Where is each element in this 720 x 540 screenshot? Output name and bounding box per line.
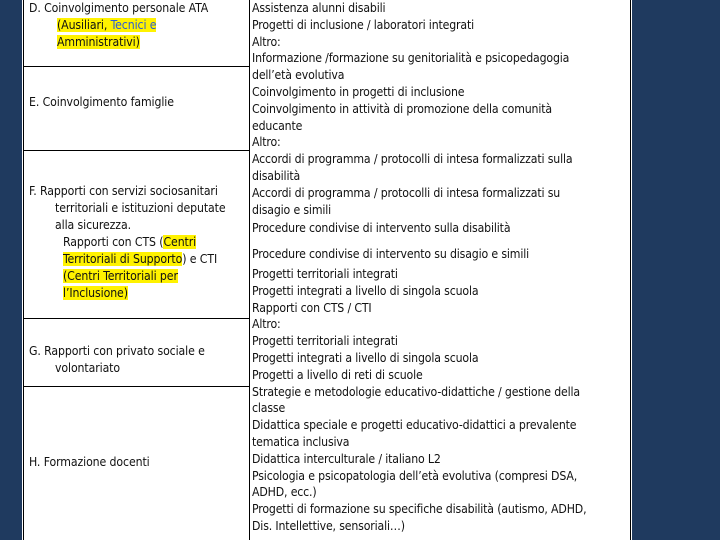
option-line: Progetti integrati a livello di singola scuola — [252, 350, 479, 365]
row-f-line-4b: Centri — [163, 235, 197, 249]
row-divider-e-f — [23, 150, 249, 151]
option-line: disabilità — [252, 168, 301, 183]
option-line: tematica inclusiva — [252, 434, 350, 449]
option-line: Progetti a livello di reti di scuole — [252, 367, 423, 382]
option-line: Altro: — [252, 317, 281, 332]
row-f-line-6-text: (Centri Territoriali per — [63, 269, 178, 283]
option-line: Altro: — [252, 34, 281, 49]
option-line: Coinvolgimento in progetti di inclusione — [252, 84, 465, 99]
option-line: Progetti territoriali integrati — [252, 266, 398, 281]
row-e-label — [23, 94, 249, 111]
row-f-line-4 — [23, 234, 249, 251]
row-d-line-1: D. Coinvolgimento personale ATA — [29, 1, 209, 15]
option-line: ADHD, ecc.) — [252, 485, 317, 500]
option-line: Psicologia e psicopatologia dell’età evolutiva (compresi DSA, — [252, 468, 578, 483]
row-f-line-5b: ) e CTI — [182, 252, 218, 266]
option-line: disagio e simili — [252, 202, 332, 217]
option-line: Dis. Intellettive, sensoriali…) — [252, 518, 405, 533]
option-line: Assistenza alunni disabili — [252, 1, 386, 15]
frame-left — [0, 0, 22, 540]
option-line: classe — [252, 401, 286, 416]
option-line: Progetti di formazione su specifiche disabilità (autismo, ADHD, — [252, 502, 587, 517]
option-line: Altro: — [252, 135, 281, 150]
option-line: Didattica interculturale / italiano L2 — [252, 451, 441, 466]
row-g-line-1: G. Rapporti con privato sociale e — [29, 344, 205, 358]
option-line: Strategie e metodologie educativo-didattiche / gestione della — [252, 384, 580, 399]
row-f-line-3: alla sicurezza. — [55, 218, 131, 232]
row-divider-g-h — [23, 386, 249, 387]
row-d-line-2 — [23, 17, 249, 34]
option-line: Informazione /formazione su genitorialità e psicopedagogia — [252, 51, 570, 66]
row-f-line-1: F. Rapporti con servizi sociosanitari — [29, 184, 218, 198]
row-f-line-7-text: l’Inclusione) — [63, 286, 128, 300]
row-divider-d-e — [23, 66, 249, 67]
option-line: Procedure condivise di intervento sulla disabilità — [252, 221, 511, 236]
row-divider-f-g — [23, 318, 249, 319]
option-line: dell’età evolutiva — [252, 68, 345, 83]
option-line: Progetti integrati a livello di singola scuola — [252, 283, 479, 298]
options-column — [252, 0, 628, 535]
option-line: educante — [252, 118, 303, 133]
column-divider — [249, 0, 250, 540]
row-h-line-1: H. Formazione docenti — [29, 455, 150, 469]
row-f-line-4a: Rapporti con CTS ( — [63, 235, 164, 249]
row-d-line-3-text: Amministrativi) — [57, 35, 140, 49]
row-f-line-5 — [23, 251, 249, 268]
row-e-line-1: E. Coinvolgimento famiglie — [29, 95, 174, 109]
option-line: Didattica speciale e progetti educativo-didattici a prevalente — [252, 418, 577, 433]
row-f-line-7 — [23, 285, 249, 302]
row-g-label — [23, 343, 249, 377]
inclusion-table — [23, 0, 631, 540]
option-line: Progetti di inclusione / laboratori integrati — [252, 17, 475, 32]
row-f-line-2: territoriali e istituzioni deputate — [55, 201, 226, 215]
option-line: Rapporti con CTS / CTI — [252, 300, 372, 315]
row-f-line-5a: Territoriali di Supporto — [63, 252, 183, 266]
option-line: Accordi di programma / protocolli di intesa formalizzati sulla — [252, 152, 573, 167]
row-d-line-2a: (Ausiliari, — [57, 18, 111, 32]
row-f-line-6 — [23, 268, 249, 285]
option-line: Coinvolgimento in attività di promozione della comunità — [252, 101, 552, 116]
option-line: Progetti territoriali integrati — [252, 334, 398, 349]
row-h-label — [23, 454, 249, 471]
row-d-line-3 — [23, 34, 249, 51]
row-f-label — [23, 183, 249, 302]
row-g-line-2: volontariato — [55, 361, 120, 375]
row-d-label — [23, 0, 249, 51]
table-right-border — [630, 0, 631, 540]
option-line: Procedure condivise di intervento su disagio e simili — [252, 247, 530, 262]
option-line: Accordi di programma / protocolli di intesa formalizzati su — [252, 185, 561, 200]
row-d-line-2b: Tecnici e — [110, 18, 157, 32]
frame-right — [632, 0, 720, 540]
